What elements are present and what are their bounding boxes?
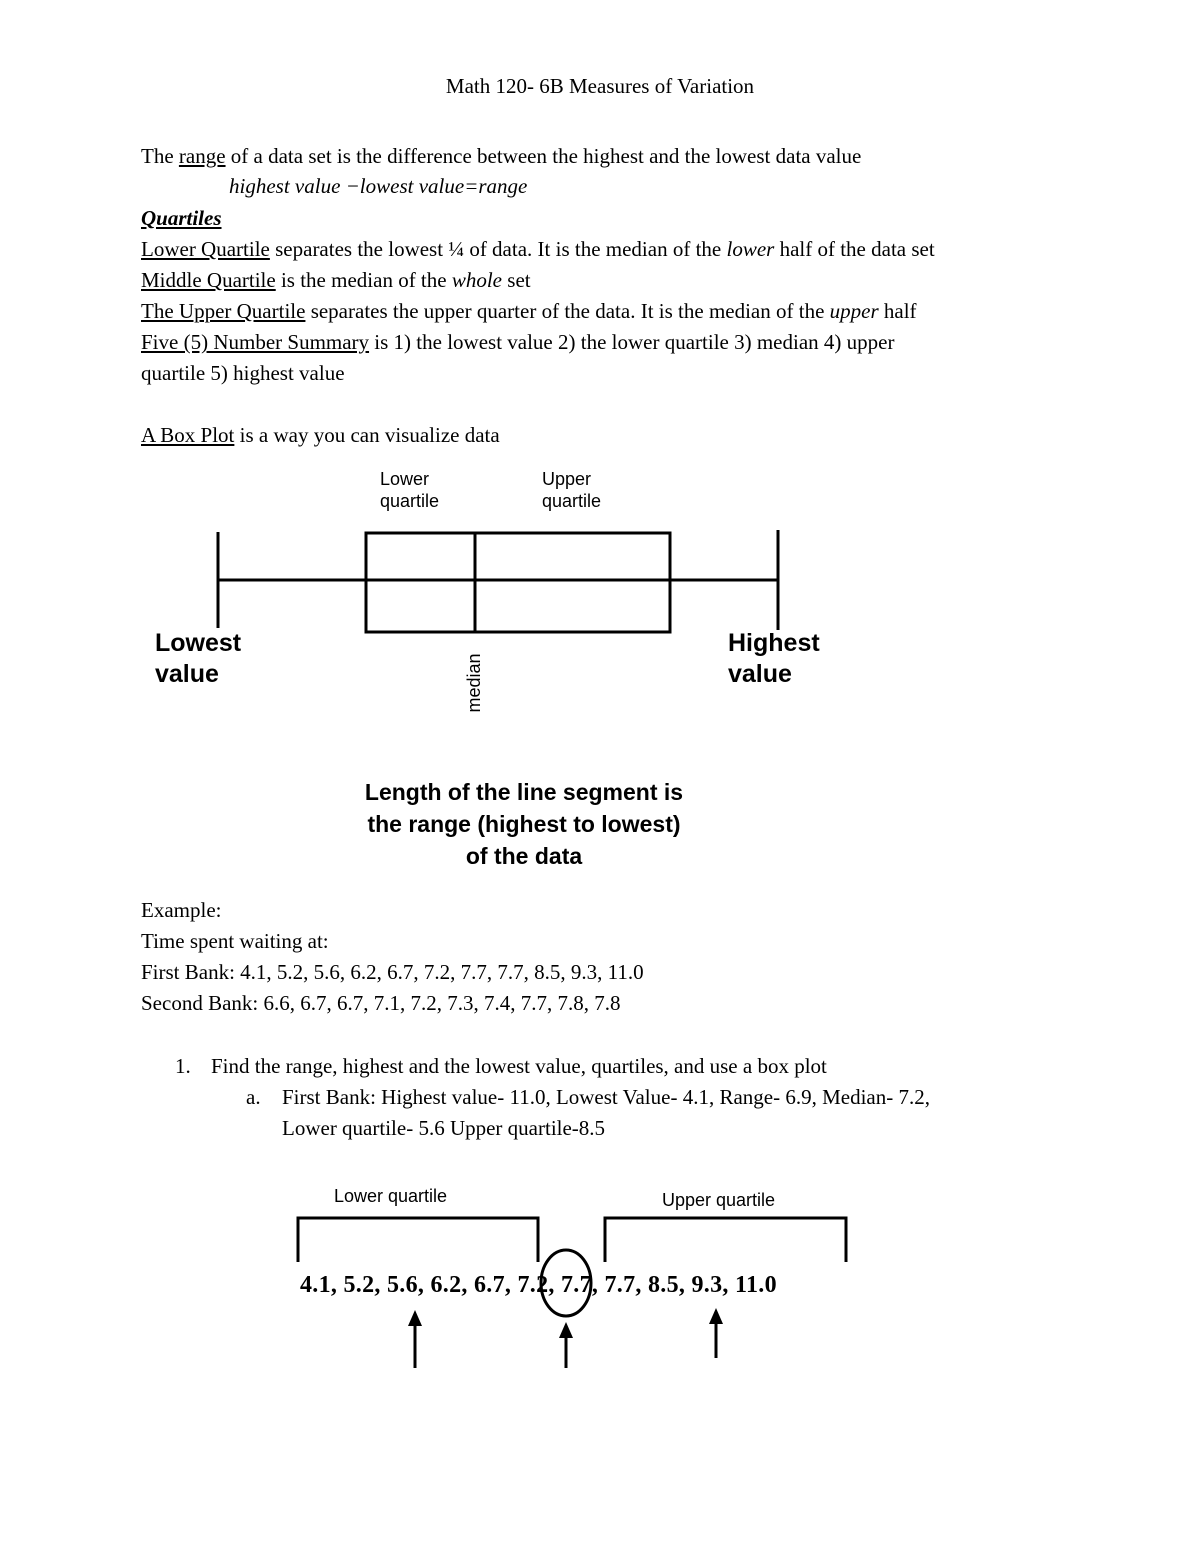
example-prompt: Time spent waiting at:: [141, 929, 329, 953]
sub-question-letter: a.: [246, 1085, 261, 1109]
lower-quartile-term: Lower Quartile: [141, 237, 270, 261]
upper-quartile-text2: half: [878, 299, 917, 323]
sorted-values: [300, 1270, 777, 1300]
bracket-lower-quartile-label: Lower quartile: [334, 1186, 448, 1206]
box-plot-intro-text: is a way you can visualize data: [234, 423, 500, 447]
upper-quartile-definition: [141, 296, 917, 327]
middle-quartile-text1: is the median of the: [275, 268, 452, 292]
lower-quartile-bracket: [298, 1218, 538, 1262]
upper-values: 7.7, 7.7, 8.5, 9.3, 11.0: [554, 1272, 777, 1298]
upper-quartile-text1: separates the upper quarter of the data. It is the median of the: [305, 299, 830, 323]
example-heading: Example:: [141, 898, 222, 922]
box-upper-line1: Upper: [542, 469, 592, 489]
lower-quartile-text1: separates the lowest ¼ of data. It is the median of the: [269, 237, 727, 261]
range-def-post: of a data set is the difference between the highest and the lowest data value: [225, 144, 862, 168]
five-number-summary: [141, 327, 894, 358]
five-number-term: Five (5) Number Summary: [141, 330, 370, 354]
lower-quartile-text2: half of the data set: [774, 237, 935, 261]
lowest-line2: value: [155, 660, 219, 688]
lower-values: 4.1, 5.2, 5.6, 6.2, 6.7,: [300, 1272, 518, 1298]
range-def-pre: The: [141, 144, 179, 168]
middle-quartile-text2: set: [502, 268, 531, 292]
box-lower-line1: Lower: [380, 469, 430, 489]
quartile-box: [366, 533, 670, 632]
lower-quartile-definition: [141, 234, 935, 265]
quartiles-heading: Quartiles: [141, 206, 222, 230]
range-caption: Length of the line segment is the range (highest to lowest) of the data: [364, 779, 684, 869]
upper-arrow-head: [709, 1308, 723, 1324]
box-lower-quartile-label: [380, 468, 439, 512]
highest-line1: Highest: [728, 629, 820, 657]
range-term: range: [178, 144, 226, 168]
lowest-value-label: [155, 628, 241, 690]
five-number-summary-cont: quartile 5) highest value: [141, 361, 345, 385]
upper-quartile-term: The Upper Quartile: [141, 299, 306, 323]
sub-question-line1: First Bank: Highest value- 11.0, Lowest Value- 4.1, Range- 6.9, Median- 7.2,: [282, 1085, 930, 1109]
whole-emph: whole: [451, 268, 503, 292]
page-title: Math 120- 6B Measures of Variation: [445, 74, 755, 98]
middle-quartile-term: Middle Quartile: [141, 268, 276, 292]
five-number-line1: is 1) the lowest value 2) the lower quartile 3) median 4) upper: [369, 330, 895, 354]
upper-emph: upper: [829, 299, 879, 323]
sub-question-line2: Lower quartile- 5.6 Upper quartile-8.5: [282, 1116, 606, 1140]
box-plot-intro: [141, 420, 500, 451]
box-plot-term: A Box Plot: [141, 423, 235, 447]
box-lower-line2: quartile: [380, 491, 440, 511]
range-definition: [141, 141, 861, 172]
middle-quartile-definition: [141, 265, 531, 296]
question-text: Find the range, highest and the lowest value, quartiles, and use a box plot: [211, 1054, 827, 1078]
highest-value-label: [728, 628, 820, 690]
box-upper-line2: quartile: [542, 491, 602, 511]
second-bank-data: Second Bank: 6.6, 6.7, 6.7, 7.1, 7.2, 7.3, 7.4, 7.7, 7.8, 7.8: [141, 991, 621, 1015]
lower-arrow-head: [408, 1310, 422, 1326]
upper-quartile-bracket: [605, 1218, 846, 1262]
lowest-line1: Lowest: [155, 629, 242, 657]
highest-line2: value: [728, 660, 792, 688]
question-number: 1.: [175, 1054, 191, 1078]
lower-emph: lower: [726, 237, 775, 261]
first-bank-data: First Bank: 4.1, 5.2, 5.6, 6.2, 6.7, 7.2, 7.7, 7.7, 8.5, 9.3, 11.0: [141, 960, 644, 984]
box-median-label: median: [464, 653, 484, 713]
median-arrow-head: [559, 1322, 573, 1338]
bracket-upper-quartile-label: Upper quartile: [662, 1190, 776, 1210]
median-value: 7.2,: [517, 1272, 555, 1298]
range-formula: highest value −lowest value=range: [229, 174, 528, 198]
box-upper-quartile-label: [542, 468, 601, 512]
